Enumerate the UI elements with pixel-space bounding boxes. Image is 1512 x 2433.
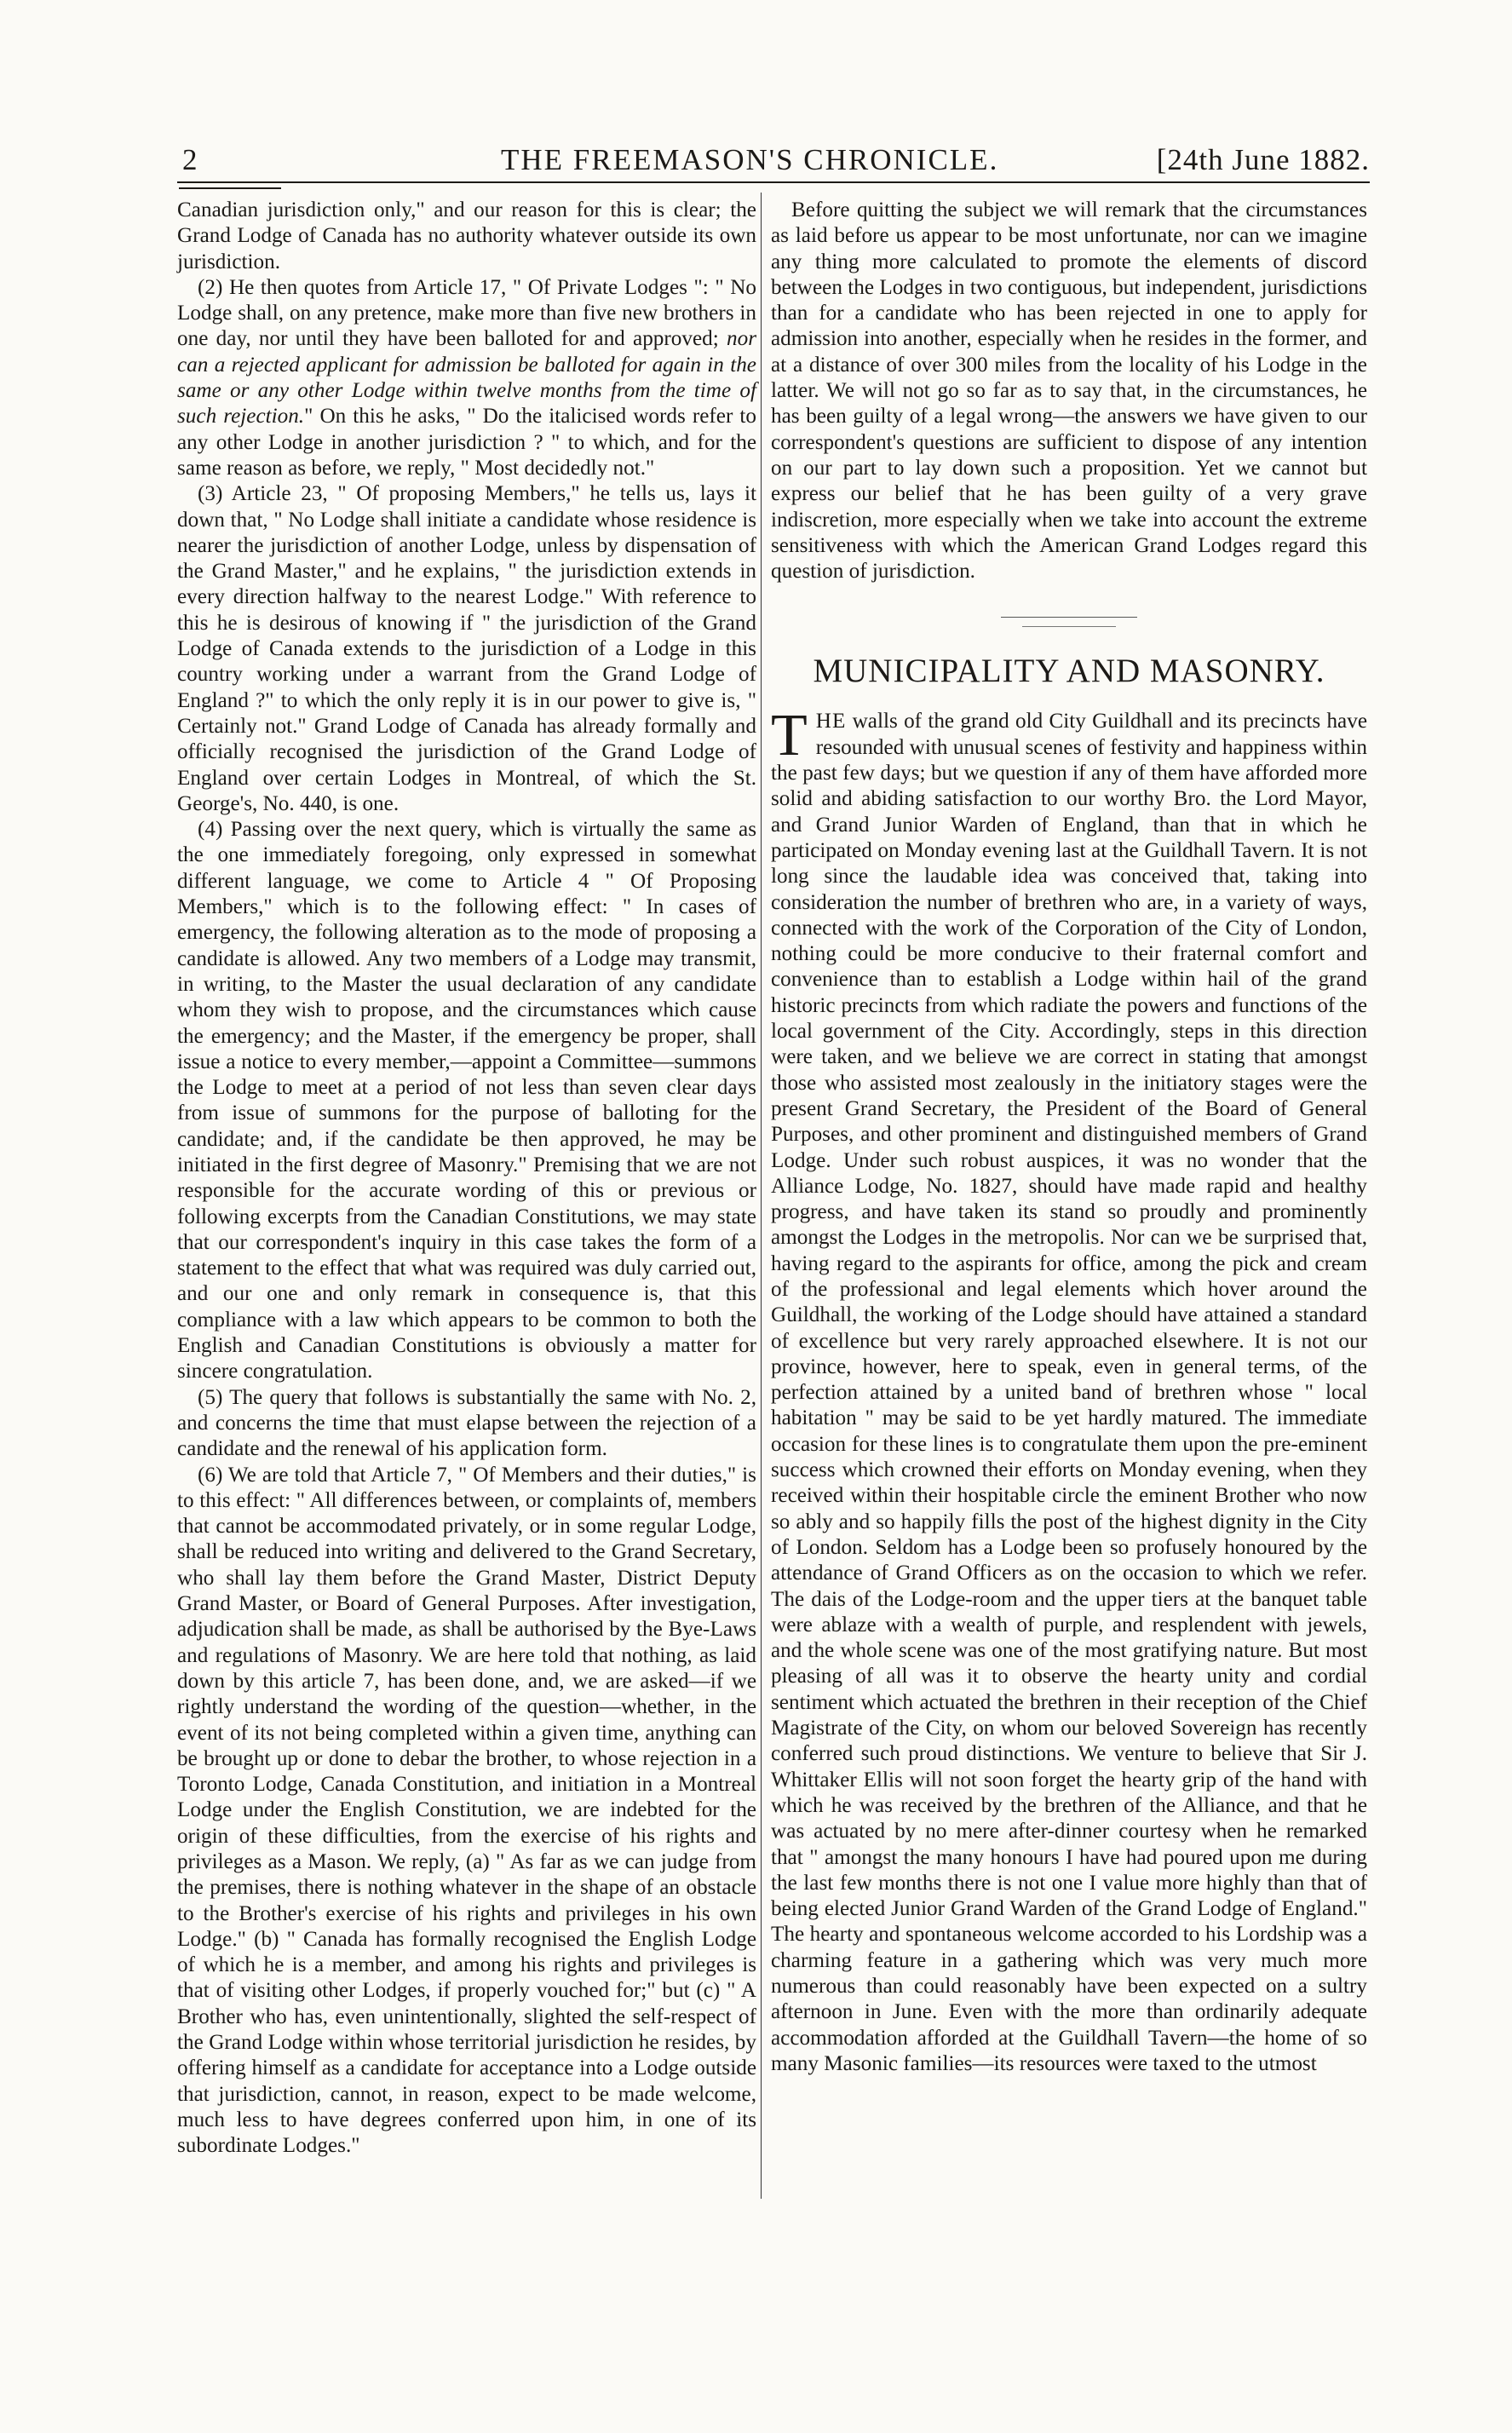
drop-cap: T <box>771 703 808 769</box>
right-column <box>771 198 1367 2077</box>
italic-quote: nor can a rejected applicant for admission be balloted for again in the same or any other Lodge within twelve months from the time of such rejection. <box>177 327 756 429</box>
issue-date: [24th June 1882. <box>1156 143 1370 176</box>
article-headline: MUNICIPALITY AND MASONRY. <box>813 653 1325 690</box>
publication-title: THE FREEMASON'S CHRONICLE. <box>501 143 999 176</box>
page-header <box>177 136 1370 187</box>
paragraph: (3) Article 23, " Of proposing Members," he tells us, lays it down that, " No Lodge shall initiate a candidate whose residence is nearer the jurisdiction of another Lodge, unless by dispensation of the Grand Master," and he explains, " the jurisdiction extends in every direction halfway to the nearest Lodge." With reference to this he is desirous of knowing if " the jurisdiction of the Grand Lodge of Canada extends to the jurisdiction of a Lodge in this country working under a warrant from the Grand Lodge of England ?" to which the only reply it is in our power to give is, " Certainly not." Grand Lodge of Canada has already formally and officially recognised the jurisdiction of the Grand Lodge of England over certain Lodges in Montreal, of which the St. George's, No. 440, is one. <box>177 482 756 815</box>
header-short-rule <box>179 187 281 189</box>
paragraph: Canadian jurisdiction only," and our reason for this is clear; the Grand Lodge of Canada has no authority whatever outside its own jurisdiction. <box>177 198 756 273</box>
header-rule <box>177 181 1370 183</box>
article-body <box>771 703 1367 2077</box>
paragraph-text: walls of the grand old City Guildhall and its precincts have resounded with unusual scenes of festivity and happiness within the past few days; but we question if any of them have afforded more solid and abiding satisfaction to our worthy Bro. the Lord Mayor, and Grand Junior Warden of England, than that in which he participated on Monday evening last at the Guildhall Tavern. It is not long since the laudable idea was conceived that, taking into consideration the number of brethren who are, in a variety of ways, connected with the work of the Corporation of the City of London, nothing could be more conducive to their fraternal comfort and convenience than to establish a Lodge within hail of the grand historic precincts from which radiate the powers and functions of the local government of the City. Accordingly, steps in this direction were taken, and we believe we are correct in stating that amongst those who assisted most zealously in the initiatory stages were the present Grand Secretary, the President of the Board of General Purposes, and other prominent and distinguished members of Grand Lodge. Under such robust auspices, it was no wonder that the Alliance Lodge, No. 1827, should have made rapid and healthy progress, and have taken its stand so proudly and prominently amongst the Lodges in the metropolis. Nor can we be surprised that, having regard to the aspirants for office, among the pick and cream of the professional and legal elements which hover around the Guildhall, the working of the Lodge should have attained a standard of excellence but very rarely approached elsewhere. It is not our province, however, here to speak, even in general terms, of the perfection attained by a united band of brethren whose " local habitation " may be said to be yet hardly matured. The immediate occasion for these lines is to congratulate them upon the pre-eminent success which crowned their efforts on Monday evening, when they received within their hospitable circle the eminent Brother who now so ably and so happily fills the post of the highest dignity in the City of London. Seldom has a Lodge been so profusely honoured by the attendance of Grand Officers as on the occasion to which we refer. The dais of the Lodge-room and the upper tiers at the banquet table were ablaze with a wealth of purple, and resplendent with jewels, and the whole scene was one of the most gratifying nature. But most pleasing of all was it to observe the hearty unity and cordial sentiment which actuated the brethren in their reception of the Chief Magistrate of the City, on whom our beloved Sovereign has recently conferred such proud distinctions. We venture to believe that Sir J. Whittaker Ellis will not soon forget the hearty grip of the hand with which he was received by the brethren of the Alliance, and that he was actuated by no mere after-dinner courtesy when he remarked that " amongst the many honours I have had poured upon me during the last few months there is not one I value more highly than that of being elected Junior Grand Warden of the Grand Lodge of England." The hearty and spontaneous welcome accorded to his Lordship was a charming feature in a gathering which was very much more numerous than could reasonably have been expected on a sultry afternoon in June. Even with the more than ordinarily adequate accommodation afforded at the Guildhall Tavern—the home of so many Masonic families—its resources were taxed to the utmost <box>771 710 1367 2075</box>
paragraph: Before quitting the subject we will remark that the circumstances as laid before us appear to be most unfortunate, nor can we imagine any thing more calculated to promote the elements of discord between the Lodges in two contiguous, but independent, jurisdictions than for a candidate who has been rejected in one to apply for admission into another, especially when he resides in the former, and at a distance of over 300 miles from the locality of his Lodge in the latter. We will not go so far as to say that, in the circumstances, he has been guilty of a legal wrong—the answers we have given to our correspondent's questions are sufficient to dispose of any intention on our part to lay down such a proposition. Yet we cannot but express our belief that he has been guilty of a very grave indiscretion, more especially when we take into account the extreme sensitiveness with which the American Grand Lodges regard this question of jurisdiction. <box>771 198 1367 584</box>
page-number: 2 <box>182 143 198 176</box>
column-divider <box>761 193 762 2199</box>
paragraph: (4) Passing over the next query, which is virtually the same as the one immediately foregoing, only expressed in somewhat different language, we come to Article 4 " Of Proposing Members," which is to the following effect: " In cases of emergency, the following alteration as to the mode of proposing a candidate is allowed. Any two members of a Lodge may transmit, in writing, to the Master the usual declaration of any candidate whom they wish to propose, and the circumstances which cause the emergency; and the Master, if the emergency be proper, shall issue a notice to every member,—appoint a Committee—summons the Lodge to meet at a period of not less than seven clear days from issue of summons for the purpose of balloting for the candidate; and, if the candidate be then approved, he may be initiated in the first degree of Masonry." Premising that we are not responsible for the accurate wording of this or previous or following excerpts from the Canadian Constitutions, we may state that our correspondent's inquiry in this case takes the form of a statement to the effect that what was required was duly carried out, and our one and only remark in consequence is, that this compliance with a law which appears to be common to both the English and Canadian Constitutions is obviously a matter for sincere congratulation. <box>177 818 756 1383</box>
paragraph: (6) We are told that Article 7, " Of Members and their duties," is to this effect: " All differences between, or complaints of, members that cannot be accommodated privately, or in some regular Lodge, shall be reduced into writing and delivered to the Grand Secretary, who shall lay them before the Grand Master, District Deputy Grand Master, or Board of General Purposes. After investigation, adjudication shall be made, as shall be authorised by the Bye-Laws and regulations of Masonry. We are here told that nothing, as laid down by this article 7, has been done, and, we are asked—if we rightly understand the wording of the question—whether, in the event of its not being completed within a given time, anything can be brought up or done to debar the brother, to whose rejection in a Toronto Lodge, Canada Constitution, and initiation in a Montreal Lodge under the English Constitution, we are indebted for the origin of these difficulties, from the exercise of his rights and privileges as a Mason. We reply, (a) " As far as we can judge from the premises, there is nothing whatever in the shape of an obstacle to the Brother's exercise of his rights and privileges in his own Lodge." (b) " Canada has formally recognised the English Lodge of which he is a member, and among his rights and privileges is that of visiting other Lodges, if properly vouched for;" but (c) " A Brother who has, even unintentionally, slighted the self-respect of the Grand Lodge within whose territorial jurisdiction he resides, by offering himself as a candidate for acceptance into a Lodge outside that jurisdiction, cannot, in reason, expect to be made welcome, much less to have degrees conferred upon him, in one of its subordinate Lodges." <box>177 1463 756 2158</box>
paragraph: (5) The query that follows is substantially the same with No. 2, and concerns the time that must elapse between the rejection of a candidate and the renewal of his application form. <box>177 1385 756 1461</box>
paragraph <box>177 275 756 481</box>
section-separator <box>1022 626 1116 627</box>
left-column <box>177 198 756 2160</box>
lead-word: HE <box>815 710 847 733</box>
section-separator <box>1001 617 1137 618</box>
paragraph-text: (2) He then quotes from Article 17, " Of Private Lodges ": " No Lodge shall, on any pretence, make more than five new brothers in one day, nor until they have been balloted for and approved; <box>177 275 756 351</box>
paragraph-text: " On this he asks, " Do the italicised words refer to any other Lodge in another jurisdiction ? " to which, and for the same reason as before, we reply, " Most decidedly not." <box>177 405 756 480</box>
